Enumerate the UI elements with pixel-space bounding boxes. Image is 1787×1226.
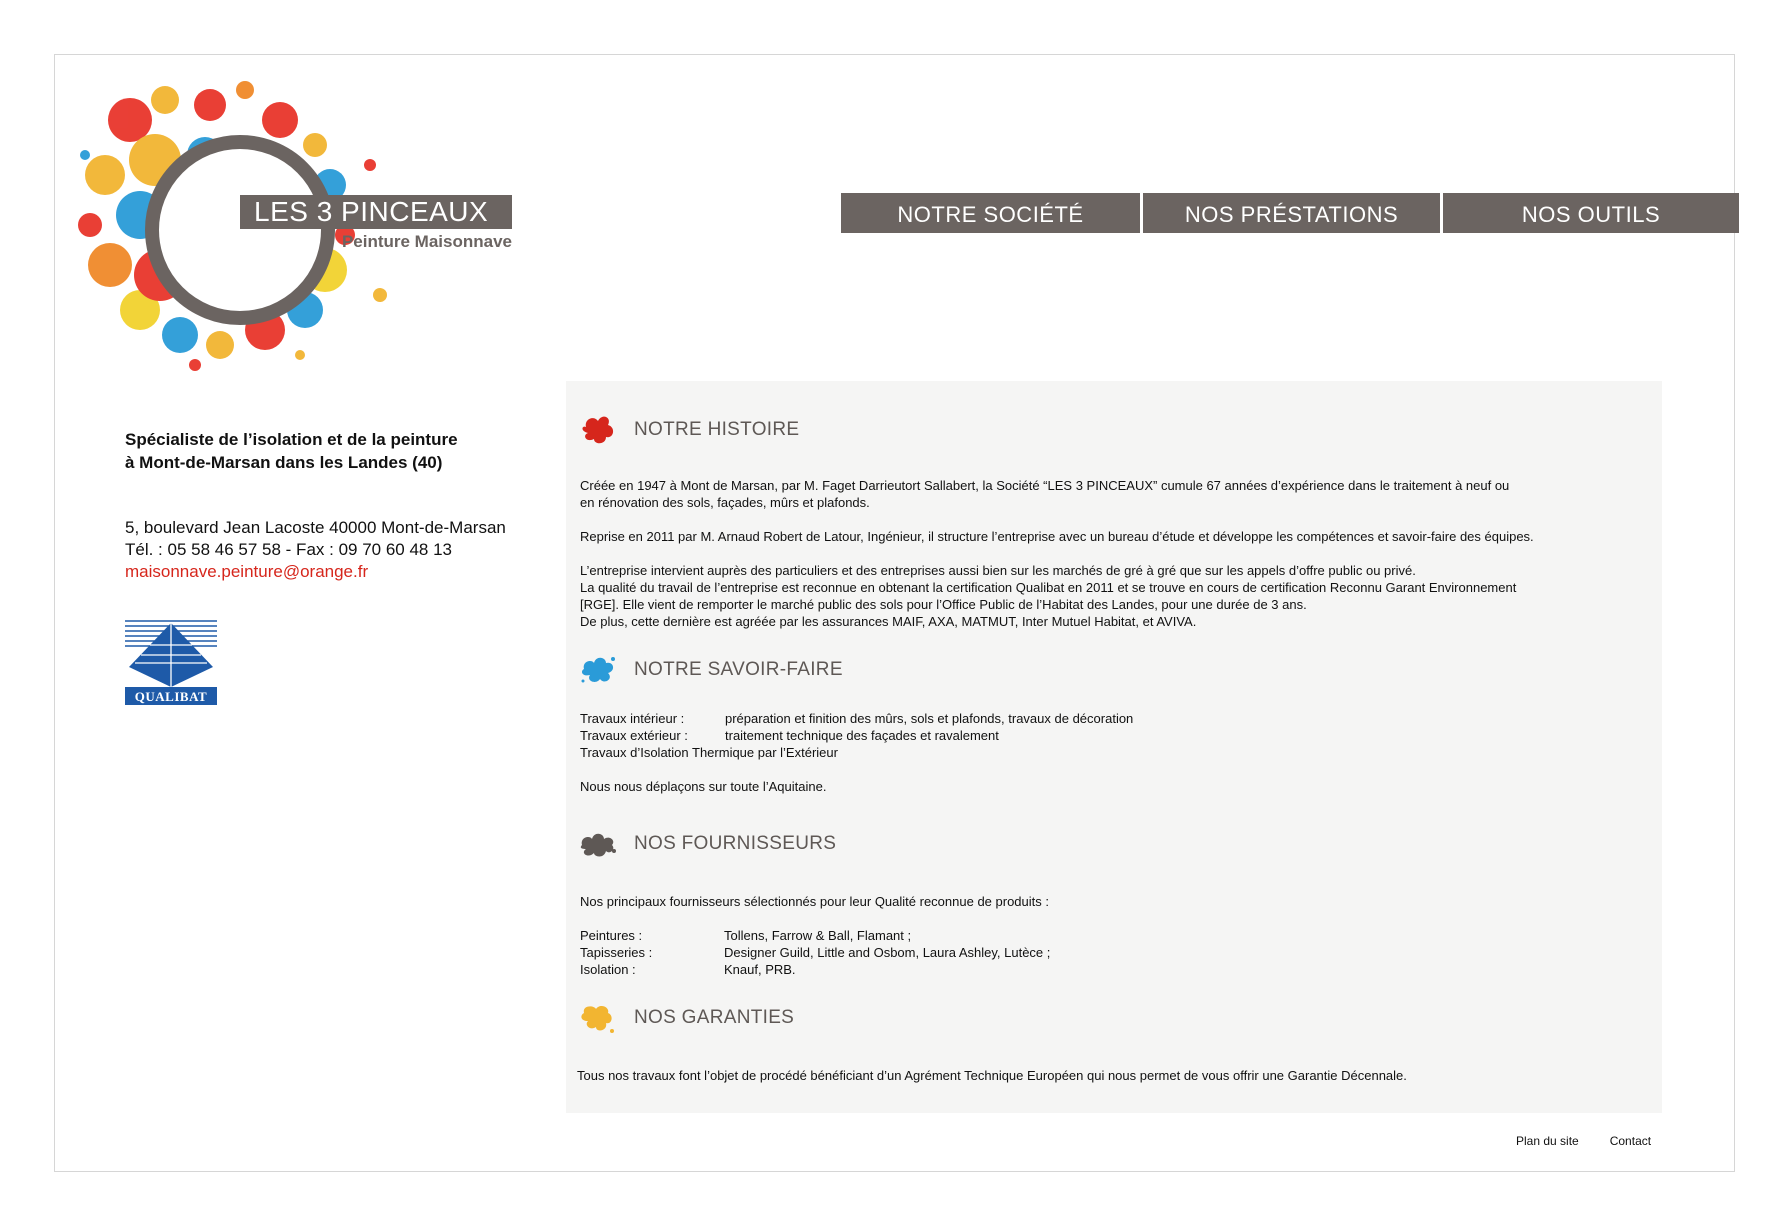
tagline-line-2: à Mont-de-Marsan dans les Landes (40) [125, 453, 443, 472]
logo-title: LES 3 PINCEAUX [240, 195, 512, 229]
grey-paint-splat-icon [580, 827, 616, 861]
savoir-faire-list [580, 710, 1650, 761]
nav-notre-societe[interactable]: NOTRE SOCIÉTÉ [841, 193, 1143, 233]
section-histoire-header [580, 413, 799, 447]
section-savoir-faire-title: NOTRE SAVOIR-FAIRE [634, 659, 843, 680]
list-item [580, 744, 1650, 761]
savoir-faire-key: Travaux intérieur : [580, 711, 685, 726]
logo[interactable] [70, 65, 530, 385]
garanties-text: Tous nos travaux font l’objet de procédé bénéficiant d’un Agrément Technique Européen qui nous permet de vous offrir une Garantie Décennale. [577, 1068, 1407, 1083]
fournisseur-category: Tapisseries : [580, 945, 653, 960]
list-item [580, 961, 1650, 978]
section-savoir-faire-header [580, 653, 843, 687]
list-item [580, 944, 1650, 961]
section-garanties-header [580, 1001, 794, 1035]
section-histoire-title: NOTRE HISTOIRE [634, 419, 800, 440]
nav-nos-outils[interactable]: NOS OUTILS [1443, 193, 1739, 233]
fournisseur-category: Peintures : [580, 928, 643, 943]
red-paint-splat-icon [580, 413, 616, 447]
savoir-faire-line-3: Travaux d’Isolation Thermique par l’Extérieur [580, 745, 838, 760]
contact-block [125, 517, 545, 583]
tagline-line-1: Spécialiste de l’isolation et de la peinture [125, 430, 458, 449]
fournisseurs-list [580, 927, 1650, 978]
savoir-faire-value: traitement technique des façades et ravalement [725, 728, 999, 743]
savoir-faire-note: Nous nous déplaçons sur toute l’Aquitaine. [580, 779, 827, 794]
fournisseurs-intro: Nos principaux fournisseurs sélectionnés pour leur Qualité reconnue de produits : [580, 894, 1049, 909]
list-item [580, 727, 1650, 744]
main-nav [841, 193, 1739, 233]
histoire-paragraph-2: Reprise en 2011 par M. Arnaud Robert de Latour, Ingénieur, il structure l’entreprise avec un bureau d’étude et développe les compétences et savoir-faire des équipes. [580, 529, 1534, 544]
content-panel [566, 381, 1662, 1113]
section-fournisseurs-title: NOS FOURNISSEURS [634, 833, 837, 854]
savoir-faire-value: préparation et finition des mûrs, sols et plafonds, travaux de décoration [725, 711, 1134, 726]
savoir-faire-key: Travaux extérieur : [580, 728, 688, 743]
nav-nos-prestations[interactable]: NOS PRÉSTATIONS [1143, 193, 1443, 233]
list-item [580, 927, 1650, 944]
qualibat-badge[interactable] [125, 617, 217, 705]
list-item [580, 710, 1650, 727]
fournisseur-category: Isolation : [580, 962, 636, 977]
blue-paint-splat-icon [580, 653, 616, 687]
histoire-paragraph-3: L’entreprise intervient auprès des particuliers et des entreprises aussi bien sur les marchés de gré à gré que sur les appels d’offre public ou privé. La qualité du travail de l’entreprise est reconnue en obtenant la certification Qualibat en 2011 et se trouve en cours de certification Reconnu Garant Environnement [RGE]. Elle vient de remporter le marché public des sols pour l’Office Public de l’Habitat des Landes, pour une durée de 3 ans. De plus, cette dernière est agréée par les assurances MAIF, AXA, MATMUT, Inter Mutuel Habitat, et AVIVA. [580, 563, 1517, 629]
fournisseur-brands: Designer Guild, Little and Osbom, Laura Ashley, Lutèce ; [724, 945, 1051, 960]
footer-links [1516, 1134, 1651, 1148]
tagline [125, 428, 545, 474]
fournisseur-brands: Knauf, PRB. [724, 962, 796, 977]
logo-subtitle: Peinture Maisonnave [341, 232, 512, 251]
section-fournisseurs-header [580, 827, 836, 861]
fournisseur-brands: Tollens, Farrow & Ball, Flamant ; [724, 928, 912, 943]
section-garanties-title: NOS GARANTIES [634, 1007, 795, 1028]
phone-fax: Tél. : 05 58 46 57 58 - Fax : 09 70 60 48 13 [125, 540, 453, 559]
address: 5, boulevard Jean Lacoste 40000 Mont-de-Marsan [125, 518, 506, 537]
qualibat-label: QUALIBAT [134, 689, 208, 704]
footer-plan-du-site-link[interactable]: Plan du site [1516, 1134, 1579, 1148]
email-link[interactable]: maisonnave.peinture@orange.fr [125, 562, 369, 581]
yellow-paint-splat-icon [580, 1001, 616, 1035]
footer-contact-link[interactable]: Contact [1609, 1134, 1652, 1148]
histoire-paragraph-1: Créée en 1947 à Mont de Marsan, par M. Faget Darrieutort Sallabert, la Société “LES 3 PINCEAUX” cumule 67 années d’expérience dans le traitement à neuf ou en rénovation des sols, façades, mûrs et plafonds. [580, 478, 1510, 510]
